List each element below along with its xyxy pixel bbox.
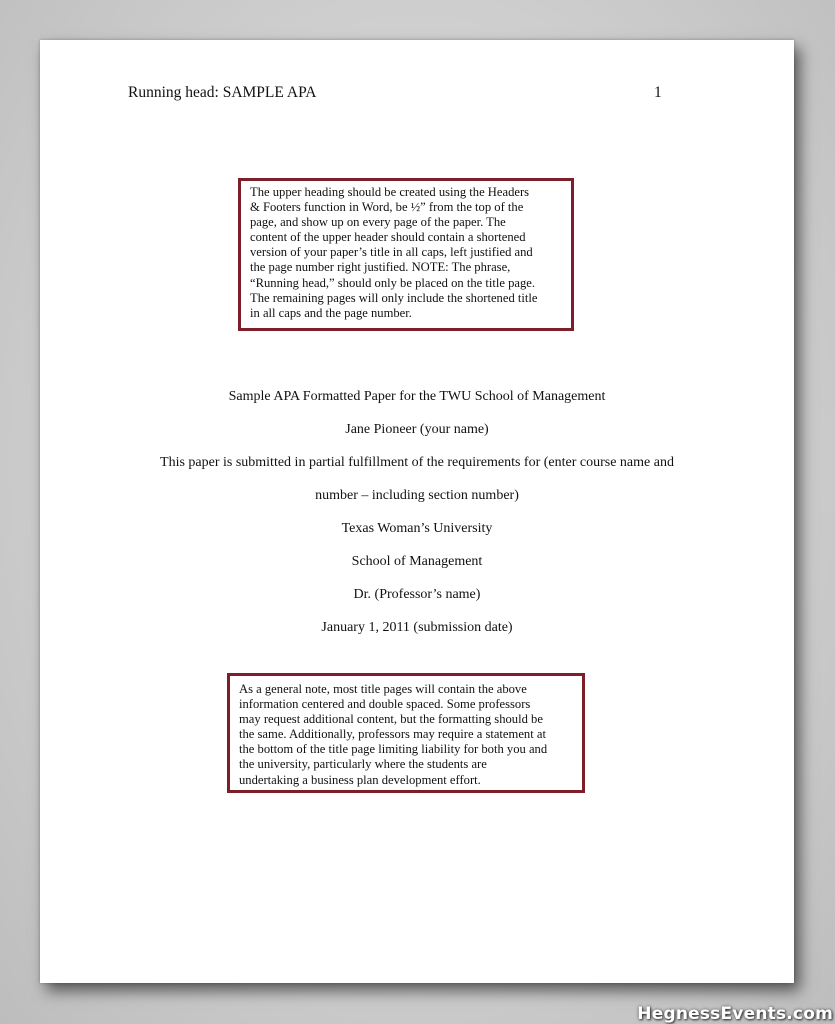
note-line: the same. Additionally, professors may require a statement at <box>239 727 546 742</box>
professor-name: Dr. (Professor’s name) <box>353 587 481 602</box>
note-line: The remaining pages will only include the shortened title <box>250 290 538 305</box>
university-name: Texas Woman’s University <box>341 521 493 536</box>
note-line: may request additional content, but the formatting should be <box>239 712 543 727</box>
running-head: Running head: SAMPLE APA <box>128 84 317 101</box>
note-line: & Footers function in Word, be ½” from the top of the <box>250 200 524 215</box>
title-block <box>40 387 794 651</box>
submission-statement-continued: number – including section number) <box>315 488 519 503</box>
note-line: in all caps and the page number. <box>250 305 412 320</box>
note-line: undertaking a business plan development effort. <box>239 772 481 787</box>
submission-date: January 1, 2011 (submission date) <box>321 620 513 635</box>
paper-title: Sample APA Formatted Paper for the TWU School of Management <box>228 389 606 404</box>
note-line: content of the upper header should contain a shortened <box>250 230 526 245</box>
note-line: As a general note, most title pages will contain the above <box>239 682 527 696</box>
note-line: “Running head,” should only be placed on the title page. <box>250 275 536 290</box>
submission-statement: This paper is submitted in partial fulfillment of the requirements for (enter course name and <box>160 455 674 470</box>
document-page <box>40 40 794 983</box>
upper-heading-note-box <box>238 178 574 331</box>
school-name: School of Management <box>351 554 483 569</box>
author-name: Jane Pioneer (your name) <box>345 422 489 437</box>
site-watermark: HegnessEvents.com <box>637 1004 833 1024</box>
note-line: information centered and double spaced. Some professors <box>239 697 531 712</box>
note-line: the page number right justified. NOTE: The phrase, <box>250 260 511 275</box>
note-line: page, and show up on every page of the paper. The <box>250 215 506 230</box>
note-line: The upper heading should be created using the Headers <box>250 185 530 199</box>
general-note-box <box>227 673 585 793</box>
note-line: version of your paper’s title in all caps, left justified and <box>250 245 533 260</box>
note-line: the bottom of the title page limiting liability for both you and <box>239 742 548 757</box>
note-line: the university, particularly where the students are <box>239 757 487 772</box>
page-number: 1 <box>654 84 662 101</box>
